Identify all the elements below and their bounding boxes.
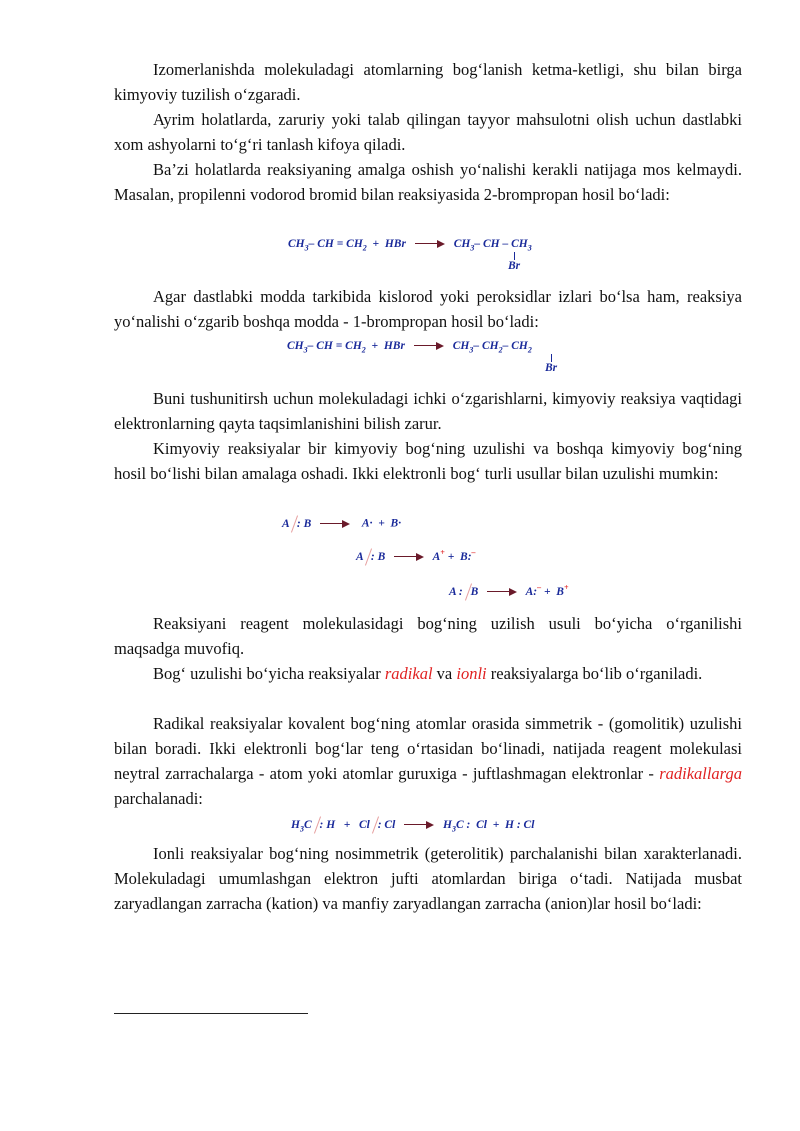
equation-heterolytic-cleavage-2: A : B A:– + B+ xyxy=(449,583,569,601)
reaction-arrow xyxy=(394,553,424,561)
footnote-separator xyxy=(114,1013,308,1014)
equation-heterolytic-cleavage-1: A : B A+ + B:– xyxy=(356,548,476,566)
equation-substituent-br: Br xyxy=(545,362,558,374)
bond-line xyxy=(551,354,552,362)
paragraph-bog-uzulishi: Bog‘ uzulishi bo‘yicha reaksiyalar radikal va ionli reaksiyalarga bo‘lib o‘rganiladi. xyxy=(153,664,703,683)
term-radikal: radikal xyxy=(384,664,433,683)
paragraph-kimyoviy-reaksiyalar: Kimyoviy reaksiyalar bir kimyoviy bog‘ning uzulishi va boshqa kimyoviy bog‘ning hosil bo‘lishi bilan amalaga oshadi. Ikki elektronli bog‘ turli usullar bilan uzulishi mumkin: xyxy=(114,439,742,483)
equation-homolytic-cleavage: A : B A· + B· xyxy=(282,515,401,533)
paragraph-ionli-reaksiyalar: Ionli reaksiyalar bog‘ning nosimmetrik (geterolitik) parchalanishi bilan xarakterlanadi. Molekuladagi umumlashgan elektron jufti atomlardan biriga o‘tadi. Natijada musbat zaryadlangan zarracha (kation) va manfiy zaryadlangan zarracha (anion)lar hosil bo‘ladi: xyxy=(114,844,742,913)
equation-propylene-hbr-kharasch: $CH_3-$ CH = $CH_2$ + HBr $CH_3-$ $CH_2-$ $CH_2$ xyxy=(287,340,532,355)
equation-propylene-hbr-markovnikov: $CH_3-$ CH = $CH_2$ + HBr $CH_3-$ CH – $CH_3$ xyxy=(288,238,532,253)
equation-substituent-br: Br xyxy=(508,260,521,272)
paragraph-bazi-holatlarda: Ba’zi holatlarda reaksiyaning amalga oshish yo‘nalishi kerakli natijaga mos kelmaydi. Masalan, propilenni vodorod bromid bilan reaksiyasida 2-brompropan hosil bo‘ladi: xyxy=(114,160,742,204)
paragraph-reaksiyani-reagent: Reaksiyani reagent molekulasidagi bog‘ning uzilish usuli bo‘yicha o‘rganilishi maqsadga muvofiq. xyxy=(114,614,742,658)
paragraph-radikal-reaksiyalar: Radikal reaksiyalar kovalent bog‘ning atomlar orasida simmetrik - (gomolitik) uzulishi bilan boradi. Ikki elektronli bog‘lar teng o‘rtasidan bo‘linadi, natijada reagent molekulasi neytral zarrachalarga - atom yoki atomlar guruxiga - juftlashmagan elektronlar - radikallarga parchalanadi: xyxy=(114,714,742,808)
bond-line xyxy=(514,252,515,260)
reaction-arrow xyxy=(320,520,350,528)
reaction-arrow xyxy=(404,821,434,829)
paragraph-izomerlanish: Izomerlanishda molekuladagi atomlarning bog‘lanish ketma-ketligi, shu bilan birga kimyoviy tuzilish o‘zgaradi. xyxy=(114,60,742,104)
reaction-arrow xyxy=(415,240,445,248)
term-radikallarga: radikallarga xyxy=(659,764,742,783)
paragraph-kislorod-peroksid: Agar dastlabki modda tarkibida kislorod yoki peroksidlar izlari bo‘lsa ham, reaksiya yo‘nalishi o‘zgarib boshqa modda - 1-brompropan hosil bo‘ladi: xyxy=(114,287,742,331)
reaction-arrow xyxy=(414,342,444,350)
equation-methane-chlorination: $H_3C$ : H + Cl : Cl $H_3C$ : Cl + H : Cl xyxy=(291,816,534,834)
paragraph-buni-tushunitirsh: Buni tushunitirsh uchun molekuladagi ichki o‘zgarishlarni, kimyoviy reaksiya vaqtidagi elektronlarning qayta taqsimlanishini bilish zarur. xyxy=(114,389,742,433)
term-ionli: ionli xyxy=(456,664,487,683)
reaction-arrow xyxy=(487,588,517,596)
paragraph-ayrim-holatlarda: Ayrim holatlarda, zaruriy yoki talab qilingan tayyor mahsulotni olish uchun dastlabki xom ashyolarni to‘g‘ri tanlash kifoya qiladi. xyxy=(114,110,742,154)
